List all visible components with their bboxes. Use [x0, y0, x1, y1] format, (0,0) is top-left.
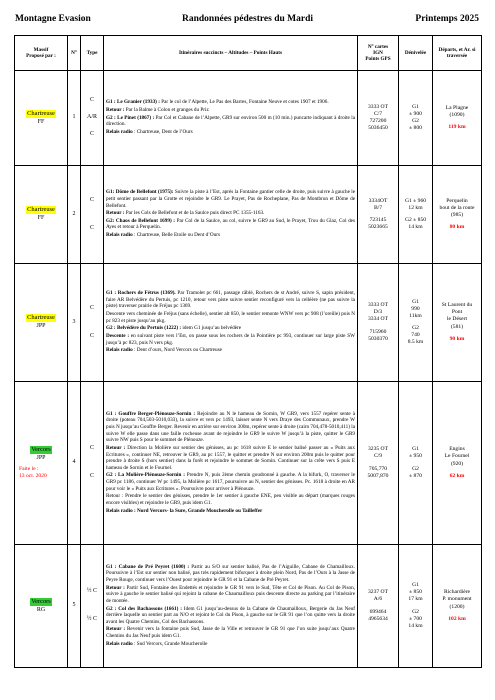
denivelee-value: G2	[412, 465, 419, 472]
itinerary-text: Direction la Molière sur sentier des génisses, au pc 1618 suivre E le sentier balisé passer au « Puits aux Ecritures », continuer NE, retrouver le GR9, au pc 1557, le quitter et prendre N sur environ 200m puis le quitter pour prendre à droite S (hors sentier) dans la forêt et rejoindre le sommet de Sornin. Continuer sur la crête vers S puis E hameau de Sornin et le Fournel.	[106, 444, 355, 471]
type-cell	[81, 166, 104, 264]
itinerary-bold: Retour :	[106, 210, 125, 217]
itinerary-cell	[104, 545, 358, 668]
itinerary-line	[106, 347, 355, 354]
proposer: JPP	[36, 323, 46, 330]
itinerary-text: Prendre N, puis 2ème chemin goudronné à gauche. A la bifurk, O, traverser le GR9 pc 1186, continuer W pc 1495, la Molière pc 1617, poursuivre au N, sentier des génisses. Pc. 1618 à droite en AR pour voir le « Puits aux Ecritures ». Poursuivre pour arriver à Plénouze.	[106, 472, 356, 492]
depart-cell	[433, 382, 482, 545]
itinerary-text: Idem G1 jusqu’au-dessus de la Cabane de Chaumailloux, Bergerie du Jas Neuf derrière laquelle un sentier part au N/O et rejoint le Col du Pison, à gauche sur le GR 91 que l’on quitte vers la droite avant les Quatre Chemins, Col des Bachassons.	[106, 605, 355, 625]
itinerary-bold: Relais radio	[106, 128, 133, 135]
ign-gps-value: 715960	[369, 328, 387, 335]
itinerary-text: Par Col de la Saulce, au col, suivre le GR9 au Sud, le Prayet, Trou du Glaz, Col des Ayes et retour à Perquelin.	[106, 217, 355, 231]
col-massif: Massif Proposé par :	[15, 36, 68, 71]
ign-gps-value: 723145	[369, 217, 387, 223]
gps-cell	[358, 166, 399, 264]
itinerary-cell	[104, 382, 358, 545]
depart-value: Perquelin	[446, 197, 468, 204]
ign-gps-value: 5023665	[368, 224, 388, 231]
itinerary-bold: Relais radio	[106, 347, 133, 354]
col-cartes: N° cartes IGN Points GPS	[358, 36, 399, 71]
itinerary-text: Descente vers cheminée de Fréjus (sans échelle), sentier alt 850, le sentier remonte WNW vers pc 908 (l’oreille) puis N pc 823 et piste jusqu’au pkg.	[106, 311, 355, 324]
massif-name: Chartreuse	[27, 206, 55, 214]
org-name: Montagne Evasion	[15, 14, 91, 24]
denivelee-value: 12 km	[408, 204, 423, 211]
itinerary-bold: G2: Chaos de Bellefont 1699) :	[106, 217, 175, 224]
type-code: A/R	[86, 114, 97, 121]
itinerary-line	[106, 493, 355, 506]
depart-cell	[433, 264, 482, 382]
massif-cell	[15, 166, 68, 264]
itinerary-line	[106, 290, 355, 310]
depart-cell	[433, 545, 482, 668]
itinerary-cell	[104, 264, 358, 382]
type-code: C	[89, 332, 94, 339]
itinerary-text: Par Tramolet pc 661, passage câblé, Rochers de st André, suivre S, sapin président, faire AR Belvédère du Pertuis, pc 1210, retour vers piste suivre sentier reconfiguré vers la celléère (ne pas suivre la piste) traverser prairie de Fréjus pc 1369.	[106, 290, 355, 310]
denivelee-value: ± 700	[409, 615, 422, 622]
ign-gps-value: 3334OT	[368, 197, 388, 204]
proposer: RG	[36, 606, 46, 613]
denivelee-value: G1	[412, 582, 419, 589]
itinerary-text: Revenir vers la fontaine puis Sud, Jasse de la Ville et retrouver le GR 91 que l’on suite jusqu’aux Quatre Chemins du Jas Neuf puis idem G1.	[106, 626, 355, 640]
itinerary-bold: G1 : Rochers de Fétrus (1369).	[106, 290, 176, 297]
itinerary-bold: G1 : Le Granier (1933) :	[106, 99, 160, 106]
itinerary-line	[106, 115, 355, 128]
itinerary-text: Par le col de l’Alpette, Le Pas des Barres, Fontaine Neuve et cotes 1907 et 1906.	[159, 99, 329, 106]
depart-value: La Plagne	[445, 104, 469, 111]
done-date: Faite le : 13 oct. 2020	[19, 465, 47, 479]
type-code: C	[89, 304, 94, 311]
table-row	[15, 166, 482, 264]
itinerary-text: Suivre la piste à l’Est, après la Fontaine gantier celle de droite, puis suivre à gauche le petit sentier passant par la Grotte et rejoindre le GR9. Le Prayet, Pas de Rocheplane, Pas de Montbrun et Dôme de Bellefont.	[106, 189, 356, 209]
ign-gps-value: 3235 OT	[367, 446, 389, 453]
distance-km: 62 km	[449, 472, 465, 479]
ign-gps-value: 5007,870	[367, 472, 389, 479]
itinerary-bold: G2 : Col des Bachassons (1661) :	[106, 605, 182, 612]
itinerary-bold: Relais radio	[106, 640, 133, 647]
denivelee-value: 11km	[409, 312, 422, 319]
distance-km: 119 km	[448, 124, 466, 131]
denivelee-value: 740	[411, 332, 420, 339]
denivelee-value: 990	[411, 305, 420, 312]
itinerary-bold: Retour :	[106, 444, 126, 451]
itinerary-text: : Chartreuse, Dent de l’Ours	[132, 128, 193, 135]
ign-gps-value: A/6	[373, 596, 383, 603]
num-cell: 3	[68, 264, 81, 382]
itinerary-text: idem G1 jusqu’au belvédère	[181, 325, 242, 332]
denivelee-value: G1 ± 960	[404, 197, 427, 204]
itinerary-line	[106, 445, 355, 472]
itinerary-text: Par Col et Cabane de l’Alpette, GR9 sur environ 500 m (10 min.) puncarte indiquant à droite la direction.	[106, 114, 356, 128]
depart-value: Le Fournel	[444, 453, 470, 460]
ign-gps-value: 3333 OT	[367, 302, 389, 309]
itinerary-line	[106, 218, 355, 231]
itinerary-text: Rejoindre au N le hameau de Sornin, W GR9, vers 1557 repérer sente à droite (poteau 704,503-5010,033), la suivre et vers pc 1493, laisser sente N vers Draye des Communaux, prendre W puis N jusqu’au Gouffre Berger. Revenir en arrière sur environ 300m, repérer sente à droite (cairn 704,478-5010,411) la suivre W elle passe dans une faille rocheuse avant de rejoindre le GR9 le suivre W jusqu’à la piste, quitter le GR9 suivre NW puis S pour le sommet de Plénouze.	[106, 410, 355, 444]
massif-cell	[15, 382, 68, 545]
type-code: C	[89, 224, 94, 231]
itinerary-bold: Relais radio : Nord Vercors- la Sure, Grande Moucherolle ou Tailleffer	[106, 507, 263, 514]
itinerary-line	[106, 325, 355, 332]
massif-name: Chartreuse	[27, 314, 55, 322]
itinerary-bold: Descente :	[106, 332, 130, 339]
ign-gps-value: 705,770	[368, 465, 388, 472]
num-cell: 1	[68, 71, 81, 166]
distance-km: 80 km	[449, 224, 465, 231]
itinerary-line	[106, 189, 355, 209]
col-itineraires: Itinéraires succincts – Altitudes – Points Hauts	[104, 36, 358, 71]
ign-gps-value: 3237 OT	[367, 589, 389, 596]
massif-name: Chartreuse	[27, 109, 55, 117]
itinerary-text: Par la Balme à Colon et granges du Priz	[124, 107, 209, 114]
distance-km: 102 km	[448, 615, 466, 622]
denivelee-cell	[399, 545, 433, 668]
itinerary-text: Partir Sud, Fontaine des Endettés et rejoindre le GR 91 vers le Sud, Tête et Col de Pison. Au Col de Pison, suivre à gauche le sentier balisé qui rejoint la cabane de Chaumailloux puis descente directe au parking par l’itinéraire de montée.	[106, 584, 355, 604]
type-code: ½ C	[86, 588, 97, 595]
col-departs: Départs, et Ar. si traversée	[433, 36, 482, 71]
ign-gps-value: B/7	[373, 204, 383, 211]
type-code: C	[89, 196, 94, 203]
distance-km: 90 km	[449, 335, 465, 342]
massif-cell	[15, 71, 68, 166]
itinerary-line	[106, 232, 355, 239]
ign-gps-value: 5036450	[368, 125, 388, 132]
itinerary-line	[106, 585, 355, 605]
rando-table	[14, 35, 482, 668]
depart-value: le Désert	[446, 316, 468, 323]
itinerary-line	[106, 626, 355, 639]
type-code: C	[89, 130, 94, 137]
depart-value: Richardière	[443, 589, 471, 596]
denivelee-cell	[399, 166, 433, 264]
table-row	[15, 264, 482, 382]
denivelee-value: G2	[412, 118, 419, 124]
itinerary-bold: Relais radio	[106, 232, 133, 239]
type-cell	[81, 71, 104, 166]
gps-cell	[358, 382, 399, 545]
proposer: FF	[37, 118, 45, 125]
itinerary-bold: G2 : Le Pinet (1867) :	[106, 114, 155, 121]
depart-value: (1090)	[449, 111, 465, 118]
proposer: JPP	[36, 455, 46, 462]
type-code: C	[89, 97, 94, 104]
type-cell	[81, 264, 104, 382]
type-code: C	[89, 473, 94, 479]
itinerary-text: : Sud Vercors, Grande Moucherolle	[132, 640, 208, 647]
depart-cell	[433, 71, 482, 166]
type-code: C	[89, 445, 94, 452]
denivelee-value: ± 900	[409, 110, 422, 117]
itinerary-text: Retour : Prendre le sentier des génisses, prendre le 1er sentier à gauche ENE, peu visible au départ (marques rouges encore visibles) et rejoindre le GR9, puis idem G1.	[106, 493, 355, 507]
itinerary-text: : Dent d’ours, Nord Vercors ou Chartreuse	[132, 347, 222, 354]
itinerary-line	[106, 99, 355, 106]
type-cell	[81, 382, 104, 545]
gps-cell	[358, 71, 399, 166]
itinerary-line	[106, 508, 355, 515]
denivelee-value: ± 950	[409, 453, 422, 460]
denivelee-value: 14 km	[408, 224, 423, 231]
ign-gps-value: 3334 OT	[367, 316, 389, 323]
depart-value: P. monument	[442, 596, 472, 603]
num-cell: 2	[68, 166, 81, 264]
massif-cell	[15, 545, 68, 668]
itinerary-bold: G1 : Gouffre Berger-Plénouze-Sornin :	[106, 410, 196, 417]
massif-name: Vercors	[31, 597, 51, 605]
ign-gps-value: C/7	[373, 110, 383, 117]
col-type: Type	[81, 36, 104, 71]
col-num: N°	[68, 36, 81, 71]
num-cell: 5	[68, 545, 81, 668]
denivelee-value: ± 850	[409, 589, 422, 596]
denivelee-value: 14 km	[408, 622, 423, 629]
itinerary-text: Par les Cols de Bellefont et de la Saulce puis direct PC 1355-1163.	[124, 210, 265, 217]
denivelee-value: G2 ± 850	[404, 217, 427, 223]
doc-title: Randonnées pédestres du Mardi	[182, 14, 313, 24]
itinerary-line	[106, 129, 355, 136]
denivelee-value: G1	[412, 103, 419, 110]
type-code: ½ C	[86, 616, 97, 622]
num-cell: 4	[68, 382, 81, 545]
depart-value: (920)	[450, 460, 464, 467]
itinerary-text: : Chartreuse, Belle Etoile ou Dent d’Ours	[132, 232, 220, 239]
itinerary-text: Partir au S/O sur sentier balisé, Pas de l’Aiguille, Cabane de Chamailloux. Poursuivre à l’Est sur sentier non balisé, pas très rapidement bifurquer à droite plein Nord, Pas de l’Ours à la Jasse de Peyre Rouge, continuer vers l’Ouest pour rejoindre le GR 91 et la Cabane de Pré Peyret.	[106, 563, 355, 583]
itinerary-line	[106, 333, 355, 346]
itinerary-line	[106, 210, 355, 217]
season: Printemps 2025	[415, 14, 479, 24]
table-row	[15, 382, 482, 545]
ign-gps-value: D/3	[373, 309, 383, 316]
itinerary-line	[106, 472, 355, 492]
ign-gps-value: 727200	[369, 118, 387, 124]
gps-cell	[358, 545, 399, 668]
ign-gps-value: 4965634	[368, 615, 388, 622]
ign-gps-value: C/9	[373, 453, 383, 460]
denivelee-cell	[399, 382, 433, 545]
denivelee-value: ± 870	[409, 472, 422, 479]
depart-cell	[433, 166, 482, 264]
denivelee-cell	[399, 71, 433, 166]
itinerary-line	[106, 564, 355, 584]
proposer: FF	[37, 215, 45, 222]
itinerary-text: en suivant piste vers l’Est, on passe sous les rochers de la Pointière pc 993, continuer sur large piste SW jusqu’à pc 823, puis N vers pkg.	[106, 332, 355, 346]
table-row	[15, 545, 482, 668]
itinerary-bold: Retour :	[106, 107, 125, 114]
ign-gps-value: 699464	[369, 608, 387, 615]
depart-value: St Laurent du	[441, 302, 473, 309]
denivelee-value: G1	[412, 298, 419, 305]
depart-value: (1200)	[449, 603, 465, 610]
itinerary-line	[106, 107, 355, 114]
depart-value: Engins	[449, 446, 465, 453]
itinerary-bold: G2 : La Molière-Plénouze-Sornin :	[106, 472, 185, 479]
denivelee-value: G1	[412, 446, 419, 453]
itinerary-line	[106, 641, 355, 648]
depart-value: bout de la route	[439, 204, 475, 211]
denivelee-value: G2	[412, 325, 419, 331]
itinerary-cell	[104, 71, 358, 166]
ign-gps-value: 5030370	[368, 335, 388, 342]
gps-cell	[358, 264, 399, 382]
depart-value: (985)	[450, 212, 464, 218]
depart-value: Pont	[451, 309, 463, 316]
massif-name: Vercors	[31, 445, 51, 453]
itinerary-bold: G1: Dôme de Bellefont (1975):	[106, 189, 174, 196]
depart-value: (581)	[450, 323, 464, 330]
ign-gps-value: 3333 OT	[367, 103, 389, 110]
itinerary-line	[106, 606, 355, 626]
itinerary-bold: G2 : Belvédère du Pertuis (1222) :	[106, 325, 182, 332]
denivelee-value: G2	[412, 608, 419, 615]
itinerary-cell	[104, 166, 358, 264]
table-row	[15, 71, 482, 166]
massif-cell	[15, 264, 68, 382]
denivelee-value: ± 800	[409, 125, 422, 132]
itinerary-bold: Retour :	[106, 584, 125, 591]
table-header-row	[15, 36, 482, 71]
itinerary-line	[106, 411, 355, 444]
denivelee-cell	[399, 264, 433, 382]
denivelee-value: 8.5 km	[407, 339, 424, 346]
denivelee-value: 17 km	[408, 596, 423, 603]
itinerary-line	[106, 311, 355, 324]
col-denivelee: Dénivelée	[399, 36, 433, 71]
itinerary-bold: Retour :	[106, 626, 126, 633]
type-cell	[81, 545, 104, 668]
itinerary-bold: G1 : Cabane de Pré Peyret (1600) :	[106, 563, 190, 570]
